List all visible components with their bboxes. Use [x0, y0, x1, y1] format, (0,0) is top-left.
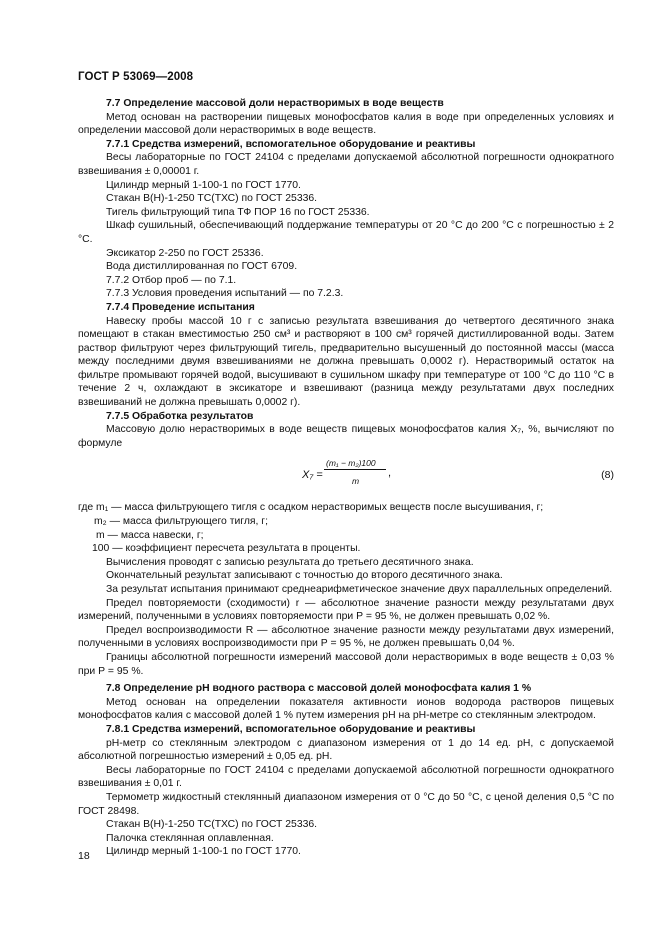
formula-lhs: X₇ =: [302, 469, 323, 482]
formula-comma: ,: [388, 467, 392, 480]
equipment-item: Весы лабораторные по ГОСТ 24104 с пределами допускаемой абсолютной погрешности однократного взвешивания ± 0,00001 г.: [78, 152, 614, 177]
section-7-7-5-heading: 7.7.5 Обработка результатов: [106, 410, 254, 422]
section-7-8-paragraph: Метод основан на определении показателя активности ионов водорода растворов пищевых монофосфатов калия с массовой долей 1 % путем измерения рН на рН-метре со стеклянным электродом.: [78, 696, 614, 722]
fraction-bar: [324, 469, 386, 470]
reproducibility-paragraph: Предел воспроизводимости R — абсолютное значение разности между результатами двух измерений, полученными в условиях воспроизводимости при Р = 95 %, не должен превышать 0,04 %.: [78, 624, 614, 650]
section-7-8-1-heading: 7.8.1 Средства измерений, вспомогательное оборудование и реактивы: [106, 723, 476, 735]
section-7-7-2: 7.7.2 Отбор проб — по 7.1.: [106, 274, 237, 286]
equipment-item: Стакан В(Н)-1-250 ТС(ТХС) по ГОСТ 25336.: [106, 193, 318, 205]
document-header: ГОСТ Р 53069—2008: [78, 71, 194, 83]
definition-item: m₂ — масса фильтрующего тигля, г;: [94, 516, 268, 528]
equipment-item: Стакан В(Н)-1-250 ТС(ТХС) по ГОСТ 25336.: [106, 819, 318, 831]
formula-8: [78, 455, 614, 497]
section-7-7-4-paragraph: Навеску пробы массой 10 г с записью результата взвешивания до четвертого десятичного знака помещают в стакан вместимостью 250 см³ и растворяют в 100 см³ горячей дистиллированной воды. Затем раствор фильтруют через фильтрующий тигель, предварительно высушенный до постоянной массы (масса между последними двумя взвешиваниями не должна превышать 0,0002 г). Нерастворимый остаток на фильтре промывают горячей водой, высушивают в сушильном шкафу при температуре от 100 °С до 110 °С в течение 2 ч, охлаждают в эксикаторе и взвешивают (разница между результатами двух последних взвешиваний не должна превышать 0,0002 г).: [78, 315, 614, 409]
equipment-item: Эксикатор 2-250 по ГОСТ 25336.: [106, 247, 264, 259]
equipment-item: Тигель фильтрующий типа ТФ ПОР 16 по ГОСТ 25336.: [106, 206, 370, 218]
calc-paragraph: Окончательный результат записывают с точностью до второго десятичного знака.: [106, 570, 503, 582]
section-7-8-heading: 7.8 Определение рН водного раствора с массовой долей монофосфата калия 1 %: [106, 683, 532, 695]
equipment-item: Вода дистиллированная по ГОСТ 6709.: [106, 261, 298, 273]
equipment-item: Цилиндр мерный 1-100-1 по ГОСТ 1770.: [106, 846, 301, 858]
definition-item: где m₁ — масса фильтрующего тигля с осадком нерастворимых веществ после высушивания, г;: [78, 502, 544, 514]
calc-paragraph: Вычисления проводят с записью результата до третьего десятичного знака.: [106, 556, 474, 568]
equipment-item: Термометр жидкостный стеклянный диапазоном измерения от 0 °С до 50 °С, с ценой деления 0,5 °С по ГОСТ 28498.: [78, 791, 614, 817]
equipment-item: Шкаф сушильный, обеспечивающий поддержание температуры от 20 °С до 200 °С с погрешностью ± 2 °С.: [78, 220, 614, 245]
formula-numerator: (m₁ − m₂)100: [326, 458, 376, 469]
section-7-7-1-heading: 7.7.1 Средства измерений, вспомогательное оборудование и реактивы: [106, 138, 476, 150]
definition-item: 100 — коэффициент пересчета результата в проценты.: [92, 543, 361, 555]
section-7-7-paragraph: Метод основан на растворении пищевых монофосфатов калия в воде при определенных условиях и определении массовой доли нерастворимых в воде веществ.: [78, 111, 614, 137]
bounds-paragraph: Границы абсолютной погрешности измерений массовой доли нерастворимых в воде веществ ± 0,03 % при Р = 95 %.: [78, 651, 614, 677]
equipment-item: рН-метр со стеклянным электродом с диапазоном измерения от 1 до 14 ед. рН, с допускаемой абсолютной погрешностью измерений ± 0,05 ед. рН.: [78, 737, 614, 763]
section-7-7-5-paragraph: Массовую долю нерастворимых в воде веществ пищевых монофосфатов калия X₇, %, вычисляют по формуле: [78, 424, 614, 449]
repeatability-paragraph: Предел повторяемости (сходимости) r — абсолютное значение разности между результатами двух измерений, полученными в условиях повторяемости при Р = 95 %, не должен превышать 0,02 %.: [78, 597, 614, 623]
formula-definitions: [78, 501, 614, 555]
document-body: [78, 97, 614, 859]
equipment-item: Весы лабораторные по ГОСТ 24104 с пределами допускаемой абсолютной погрешности однократного взвешивания ± 0,01 г.: [78, 764, 614, 790]
calc-paragraph: За результат испытания принимают среднеарифметическое значение двух параллельных определений.: [106, 584, 613, 595]
section-7-7-heading: 7.7 Определение массовой доли нерастворимых в воде веществ: [106, 98, 444, 109]
equipment-item: Цилиндр мерный 1-100-1 по ГОСТ 1770.: [106, 179, 301, 191]
definition-item: m — масса навески, г;: [96, 529, 204, 541]
formula-number: (8): [601, 469, 614, 482]
section-7-7-4-heading: 7.7.4 Проведение испытания: [106, 301, 255, 313]
section-7-7-3: 7.7.3 Условия проведения испытаний — по 7.2.3.: [106, 288, 344, 300]
equipment-item: Палочка стеклянная оплавленная.: [106, 832, 274, 844]
page-number: 18: [78, 850, 90, 862]
formula-denominator: m: [352, 476, 360, 487]
